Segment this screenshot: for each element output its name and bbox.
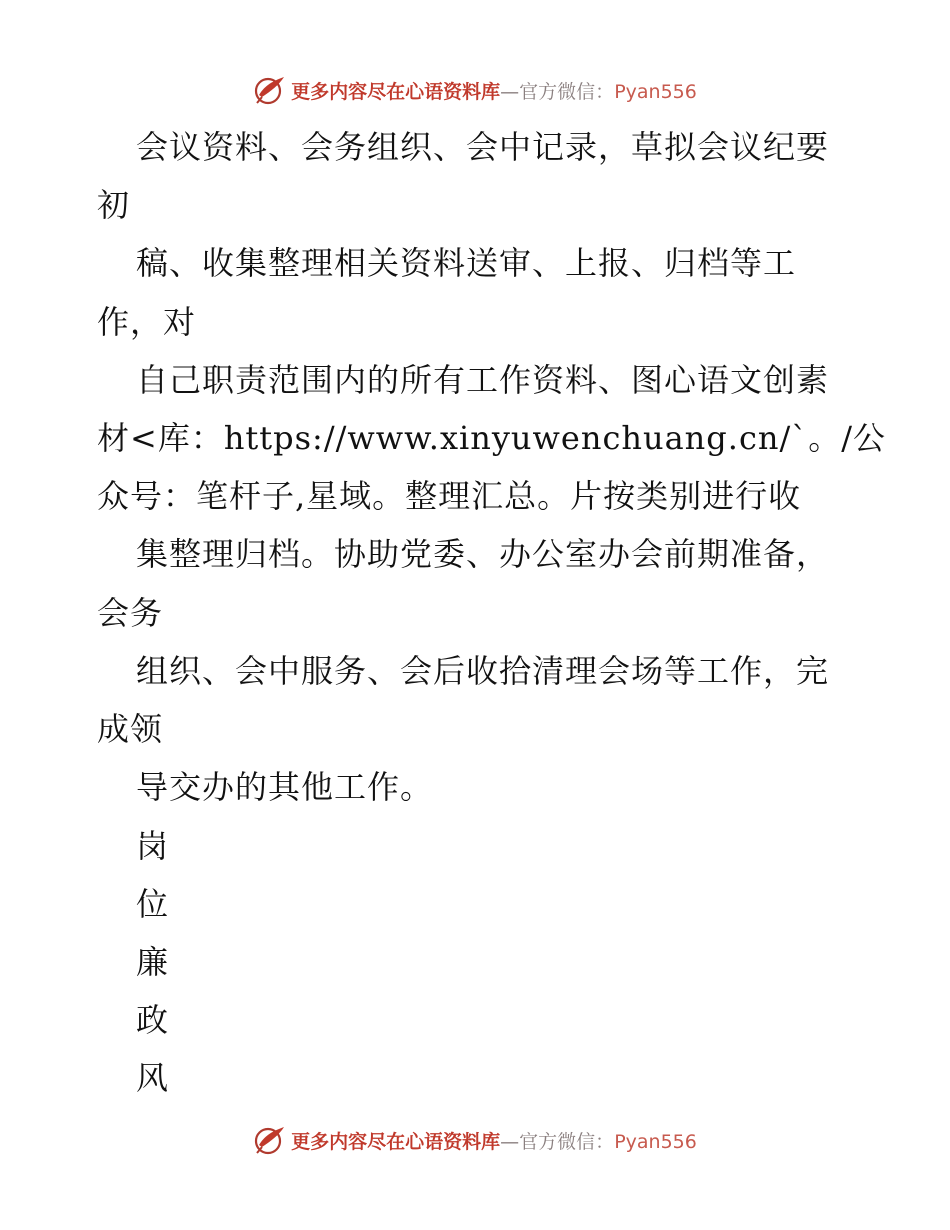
feather-pen-logo-icon [253, 73, 287, 107]
watermark-wechat-id: Pyan556 [614, 80, 697, 103]
watermark-text [291, 77, 697, 104]
text-line: 自己职责范围内的所有工作资料、图心语文创素 [136, 361, 830, 399]
text-line: 导交办的其他工作。 [136, 768, 434, 806]
footer-watermark [0, 1120, 950, 1160]
watermark-brand: 更多内容尽在心语资料库 [291, 1130, 501, 1153]
watermark-brand: 更多内容尽在心语资料库 [291, 80, 501, 103]
text-line: 会务 [97, 594, 164, 632]
watermark-wechat-label: —官方微信： [500, 80, 615, 103]
text-line: 位 [136, 885, 170, 923]
text-line: 稿、收集整理相关资料送审、上报、归档等工 [136, 244, 797, 282]
text-line: 风 [136, 1059, 170, 1097]
header-watermark [0, 70, 950, 110]
text-line: 初 [97, 186, 131, 224]
text-line: 政 [136, 1001, 170, 1039]
text-line: 会议资料、会务组织、会中记录，草拟会议纪要 [136, 128, 830, 166]
text-line: 集整理归档。协助党委、办公室办会前期准备， [136, 535, 830, 573]
text-line: 成领 [97, 710, 164, 748]
watermark-text [291, 1127, 697, 1154]
text-line: 组织、会中服务、会后收拾清理会场等工作，完 [136, 652, 830, 690]
watermark-wechat-id: Pyan556 [614, 1130, 697, 1153]
text-line: 岗 [136, 827, 170, 865]
watermark-wechat-label: —官方微信： [500, 1130, 615, 1153]
text-line: 廉 [136, 943, 170, 981]
text-line: 材<库：https://www.xinyuwenchuang.cn/`。/公 [97, 419, 887, 457]
feather-pen-logo-icon [253, 1123, 287, 1157]
text-line: 众号：笔杆子,星域。整理汇总。片按类别进行收 [97, 477, 802, 515]
text-line: 作，对 [97, 303, 197, 341]
